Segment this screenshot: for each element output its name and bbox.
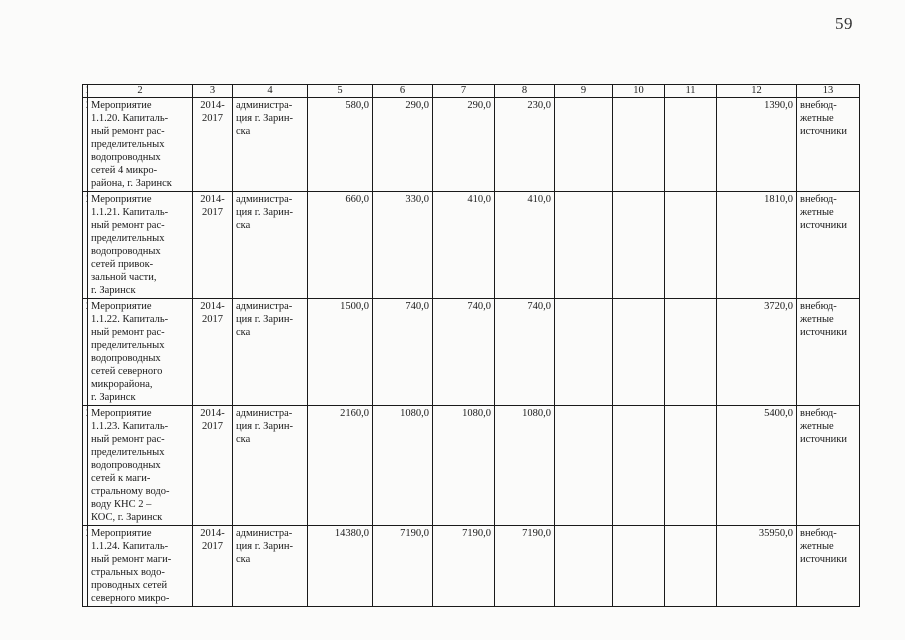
value-cell-7: 290,0 [433,98,495,192]
cell-line: Мероприятие [91,301,152,312]
column-number: 4 [233,85,308,98]
value-cell-10 [613,406,665,526]
value-cell-12: 1810,0 [717,192,797,299]
budget-table [82,84,860,607]
cell-line: 2017 [202,314,223,325]
value-cell-7: 410,0 [433,192,495,299]
cell-line: ный ремонт маги- [91,554,172,565]
page-number: 59 [835,14,853,33]
cell-line: пределительных [91,447,165,458]
executor-cell [233,299,308,406]
column-number [83,85,88,98]
cell-line: источники [800,327,847,338]
cell-line: 2014- [200,301,225,312]
value-cell-6: 7190,0 [373,526,433,607]
value-cell-11 [665,526,717,607]
cell-line: жетные [800,314,834,325]
value-cell-12: 5400,0 [717,406,797,526]
cell-line: Мероприятие [91,194,152,205]
cell-line: Мероприятие [91,528,152,539]
cell-line: сетей к маги- [91,473,151,484]
value-cell-5: 2160,0 [308,406,373,526]
cell-line: водопроводных [91,353,161,364]
column-number: 3 [193,85,233,98]
value-cell-8: 230,0 [495,98,555,192]
measure-description-cell [88,98,193,192]
cell-line: 2017 [202,541,223,552]
cell-line: внебюд- [800,408,837,419]
cell-line: 2014- [200,408,225,419]
column-number: 5 [308,85,373,98]
table-row [83,406,860,526]
value-cell-12: 1390,0 [717,98,797,192]
cell-line: 2017 [202,421,223,432]
cell-line: жетные [800,113,834,124]
value-cell-9 [555,406,613,526]
table-row [83,526,860,607]
cell-line: пределительных [91,233,165,244]
measure-description-cell [88,406,193,526]
cell-line: ска [236,434,251,445]
cell-line: администра- [236,100,293,111]
value-cell-6: 740,0 [373,299,433,406]
cell-line: источники [800,554,847,565]
cell-line: ция г. Зарин- [236,314,293,325]
cell-line: сетей привок- [91,259,154,270]
value-cell-5: 660,0 [308,192,373,299]
value-cell-6: 1080,0 [373,406,433,526]
cell-line: жетные [800,207,834,218]
value-cell-11 [665,299,717,406]
cell-line: 2014- [200,528,225,539]
cell-line: Мероприятие [91,100,152,111]
value-cell-10 [613,526,665,607]
cell-line: 2014- [200,100,225,111]
cell-line: стральному водо- [91,486,170,497]
value-cell-8: 7190,0 [495,526,555,607]
column-number: 2 [88,85,193,98]
cell-line: 2017 [202,113,223,124]
cell-line: ный ремонт рас- [91,327,165,338]
column-number: 12 [717,85,797,98]
cell-line: ска [236,327,251,338]
column-number: 9 [555,85,613,98]
cell-line: внебюд- [800,100,837,111]
value-cell-5: 1500,0 [308,299,373,406]
executor-cell [233,192,308,299]
cell-line: ция г. Зарин- [236,541,293,552]
cell-line: ция г. Зарин- [236,421,293,432]
cell-line: КОС, г. Заринск [91,512,163,523]
funding-source-cell [797,526,860,607]
value-cell-9 [555,299,613,406]
executor-cell [233,526,308,607]
period-cell [193,98,233,192]
cell-line: администра- [236,408,293,419]
cell-line: жетные [800,541,834,552]
funding-source-cell [797,192,860,299]
cell-line: водопроводных [91,460,161,471]
cell-line: администра- [236,301,293,312]
value-cell-12: 3720,0 [717,299,797,406]
cell-line: 1.1.23. Капиталь- [91,421,169,432]
table-row [83,299,860,406]
value-cell-8: 740,0 [495,299,555,406]
cell-line: ный ремонт рас- [91,220,165,231]
cell-line: источники [800,434,847,445]
column-number-row [83,85,860,98]
value-cell-10 [613,98,665,192]
value-cell-10 [613,192,665,299]
column-number: 13 [797,85,860,98]
measure-description-cell [88,299,193,406]
cell-line: внебюд- [800,194,837,205]
column-number: 7 [433,85,495,98]
cell-line: ция г. Зарин- [236,207,293,218]
column-number: 6 [373,85,433,98]
cell-line: Мероприятие [91,408,152,419]
period-cell [193,526,233,607]
table-row [83,192,860,299]
value-cell-9 [555,98,613,192]
cell-line: жетные [800,421,834,432]
executor-cell [233,406,308,526]
cell-line: администра- [236,194,293,205]
value-cell-9 [555,192,613,299]
column-number: 10 [613,85,665,98]
cell-line: водопроводных [91,152,161,163]
value-cell-11 [665,98,717,192]
cell-line: района, г. Заринск [91,178,172,189]
cell-line: внебюд- [800,301,837,312]
cell-line: ска [236,126,251,137]
cell-line: ция г. Зарин- [236,113,293,124]
cell-line: администра- [236,528,293,539]
value-cell-11 [665,192,717,299]
cell-line: источники [800,220,847,231]
period-cell [193,192,233,299]
cell-line: 1.1.20. Капиталь- [91,113,169,124]
cell-line: ска [236,554,251,565]
cell-line: проводных сетей [91,580,168,591]
cell-line: пределительных [91,340,165,351]
table-row [83,98,860,192]
cell-line: зальной части, [91,272,157,283]
cell-line: ска [236,220,251,231]
cell-line: сетей 4 микро- [91,165,158,176]
cell-line: 1.1.24. Капиталь- [91,541,169,552]
cell-line: внебюд- [800,528,837,539]
cell-line: 2014- [200,194,225,205]
value-cell-12: 35950,0 [717,526,797,607]
cell-line: 1.1.21. Капиталь- [91,207,169,218]
value-cell-7: 1080,0 [433,406,495,526]
funding-source-cell [797,406,860,526]
cell-line: сетей северного [91,366,163,377]
cell-line: микрорайона, [91,379,153,390]
value-cell-6: 290,0 [373,98,433,192]
value-cell-10 [613,299,665,406]
period-cell [193,299,233,406]
funding-source-cell [797,299,860,406]
value-cell-7: 7190,0 [433,526,495,607]
executor-cell [233,98,308,192]
value-cell-7: 740,0 [433,299,495,406]
measure-description-cell [88,192,193,299]
cell-line: г. Заринск [91,392,136,403]
cell-line: ный ремонт рас- [91,126,165,137]
cell-line: воду КНС 2 – [91,499,152,510]
cell-line: 2017 [202,207,223,218]
column-number: 11 [665,85,717,98]
period-cell [193,406,233,526]
value-cell-8: 1080,0 [495,406,555,526]
value-cell-8: 410,0 [495,192,555,299]
cell-line: стральных водо- [91,567,165,578]
value-cell-5: 580,0 [308,98,373,192]
cell-line: ный ремонт рас- [91,434,165,445]
cell-line: пределительных [91,139,165,150]
value-cell-6: 330,0 [373,192,433,299]
cell-line: источники [800,126,847,137]
column-number: 8 [495,85,555,98]
measure-description-cell [88,526,193,607]
value-cell-9 [555,526,613,607]
cell-line: северного микро- [91,593,170,604]
funding-source-cell [797,98,860,192]
cell-line: 1.1.22. Капиталь- [91,314,169,325]
value-cell-5: 14380,0 [308,526,373,607]
cell-line: г. Заринск [91,285,136,296]
cell-line: водопроводных [91,246,161,257]
value-cell-11 [665,406,717,526]
